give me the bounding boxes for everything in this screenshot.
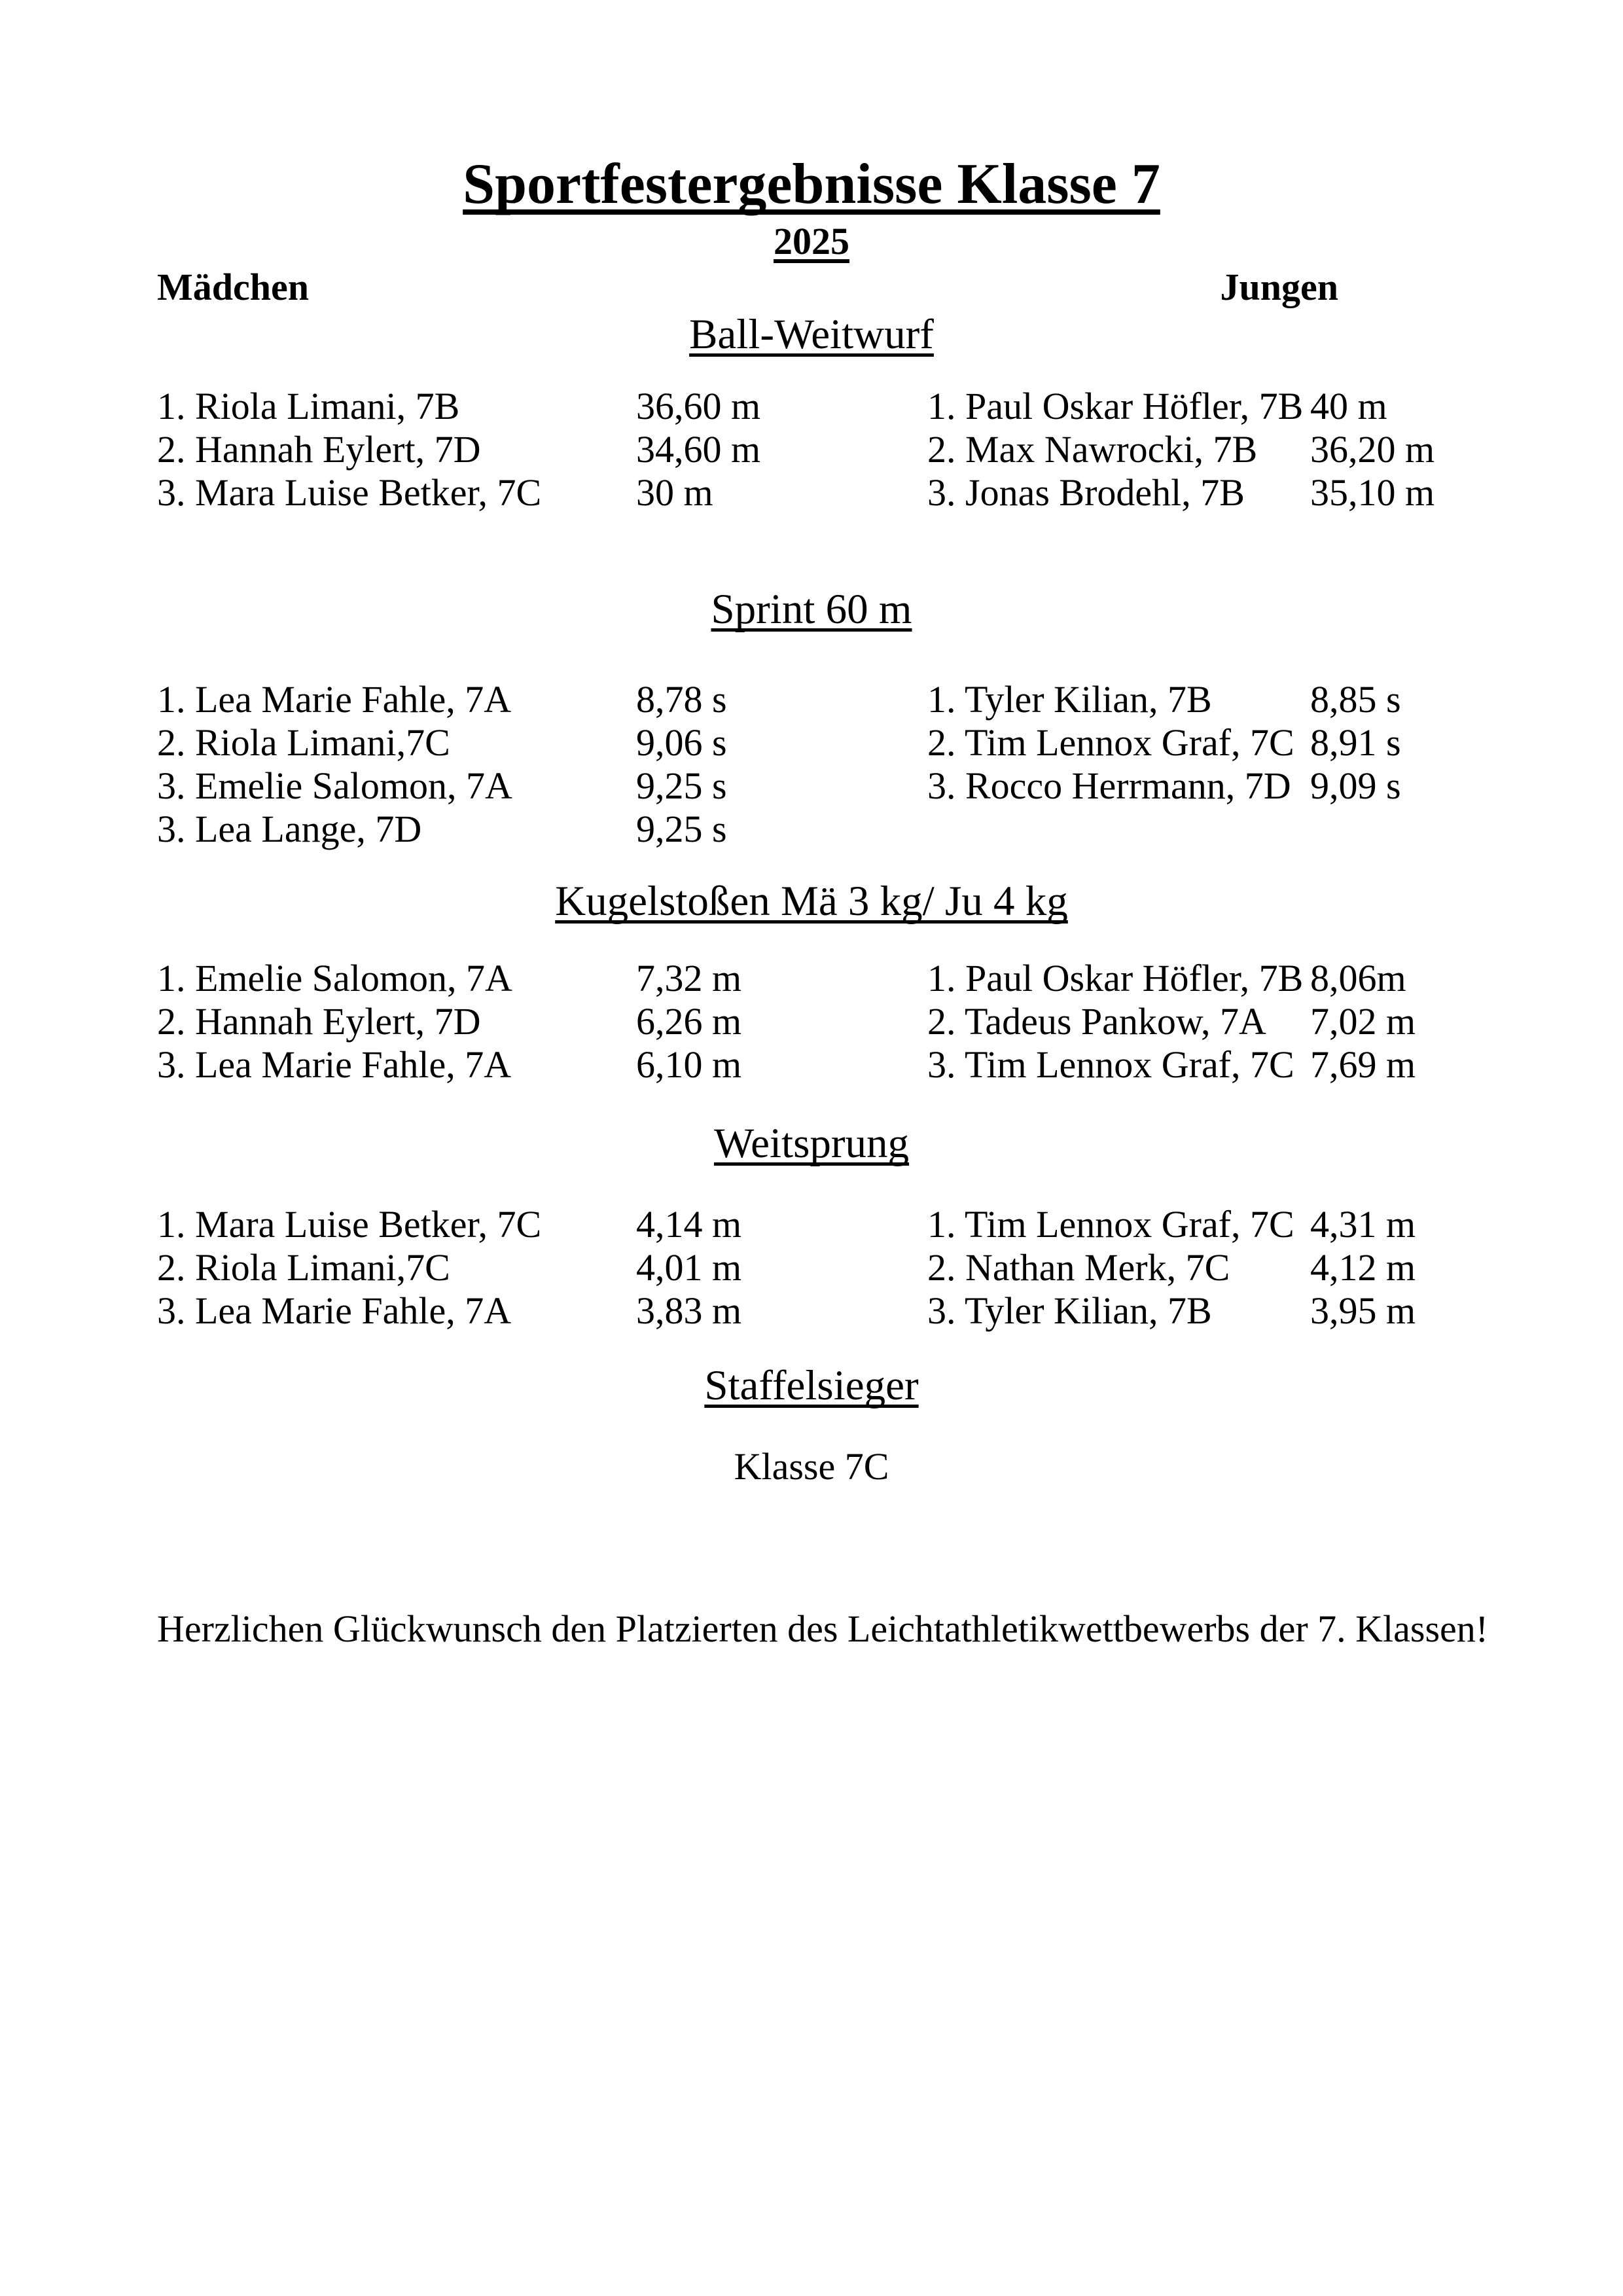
result-row-entry: 3. Tyler Kilian, 7B xyxy=(927,1289,1212,1332)
section-heading-staffelsieger: Staffelsieger xyxy=(704,1362,919,1409)
result-row-value: 6,10 m xyxy=(636,1043,742,1086)
section-rows-kugelstossen xyxy=(157,957,1466,1086)
result-row-value: 9,06 s xyxy=(636,721,727,764)
result-row-entry: 1. Riola Limani, 7B xyxy=(157,385,460,427)
result-row-value: 3,83 m xyxy=(636,1289,742,1332)
page-title xyxy=(157,149,1466,220)
section-rows-ball-weitwurf xyxy=(157,385,1466,514)
result-row-value: 36,60 m xyxy=(636,385,761,427)
result-row-value: 9,09 s xyxy=(1310,764,1401,807)
result-row-entry: 2. Tadeus Pankow, 7A xyxy=(927,1000,1266,1043)
result-row-entry: 3. Lea Marie Fahle, 7A xyxy=(157,1289,512,1332)
result-row-value: 3,95 m xyxy=(1310,1289,1416,1332)
girls-entries-column xyxy=(157,678,512,851)
result-row-entry: 3. Emelie Salomon, 7A xyxy=(157,764,512,807)
result-row-value: 34,60 m xyxy=(636,428,761,471)
girls-entries-column xyxy=(157,957,512,1086)
section-rows-sprint xyxy=(157,678,1466,851)
boys-entries-column xyxy=(927,957,1303,1086)
result-row-value: 8,78 s xyxy=(636,678,727,721)
boys-results-column xyxy=(1310,957,1416,1086)
section-rows-weitsprung xyxy=(157,1203,1466,1333)
girls-column-label: Mädchen xyxy=(157,266,309,308)
result-row-value: 4,01 m xyxy=(636,1246,742,1289)
section-heading-weitsprung: Weitsprung xyxy=(713,1120,910,1167)
result-row-value: 7,69 m xyxy=(1310,1043,1416,1086)
result-row-entry: 3. Lea Lange, 7D xyxy=(157,808,422,850)
result-row-value: 40 m xyxy=(1310,385,1387,427)
girls-entries-column xyxy=(157,1203,541,1333)
result-row-entry: 2. Riola Limani,7C xyxy=(157,1246,450,1289)
year-subtitle xyxy=(157,220,1466,263)
boys-results-column xyxy=(1310,385,1435,514)
boys-entries-column xyxy=(927,385,1303,514)
section-heading-sprint: Sprint 60 m xyxy=(711,586,912,633)
girls-results-column xyxy=(636,1203,741,1333)
girls-results-column xyxy=(636,678,727,851)
result-row-entry: 3. Tim Lennox Graf, 7C xyxy=(927,1043,1294,1086)
result-row-value: 30 m xyxy=(636,471,713,514)
congratulations-text: Herzlichen Glückwunsch den Platzierten des Leichtathletikwettbewerbs der 7. Klassen! xyxy=(157,1607,1489,1650)
result-row-value: 8,91 s xyxy=(1310,721,1401,764)
result-row-entry: 2. Hannah Eylert, 7D xyxy=(157,428,481,471)
section-heading-kugelstossen: Kugelstoßen Mä 3 kg/ Ju 4 kg xyxy=(555,878,1068,925)
result-row-entry: 1. Emelie Salomon, 7A xyxy=(157,957,512,999)
result-row-value: 8,06m xyxy=(1310,957,1406,999)
result-row-value: 9,25 s xyxy=(636,808,727,850)
result-row-entry: 3. Lea Marie Fahle, 7A xyxy=(157,1043,512,1086)
result-row-entry: 1. Tim Lennox Graf, 7C xyxy=(927,1203,1294,1246)
girls-entries-column xyxy=(157,385,541,514)
girls-results-column xyxy=(636,385,760,514)
result-row-value: 4,12 m xyxy=(1310,1246,1416,1289)
result-row-entry: 3. Jonas Brodehl, 7B xyxy=(927,471,1245,514)
result-row-entry: 2. Max Nawrocki, 7B xyxy=(927,428,1258,471)
year-text: 2025 xyxy=(774,220,849,262)
result-row-entry: 3. Rocco Herrmann, 7D xyxy=(927,764,1291,807)
result-row-value: 36,20 m xyxy=(1310,428,1435,471)
boys-results-column xyxy=(1310,1203,1416,1333)
result-row-entry: 3. Mara Luise Betker, 7C xyxy=(157,471,542,514)
result-row-value: 7,32 m xyxy=(636,957,742,999)
boys-entries-column xyxy=(927,1203,1294,1333)
result-row-entry: 1. Paul Oskar Höfler, 7B xyxy=(927,385,1304,427)
result-row-entry: 2. Riola Limani,7C xyxy=(157,721,450,764)
result-row-entry: 1. Tyler Kilian, 7B xyxy=(927,678,1212,721)
section-heading-ball-weitwurf: Ball-Weitwurf xyxy=(689,311,934,358)
result-row-entry: 1. Mara Luise Betker, 7C xyxy=(157,1203,542,1246)
result-row-value: 9,25 s xyxy=(636,764,727,807)
result-row-entry: 1. Lea Marie Fahle, 7A xyxy=(157,678,512,721)
result-row-value: 35,10 m xyxy=(1310,471,1435,514)
result-row-value: 8,85 s xyxy=(1310,678,1401,721)
result-row-value: 7,02 m xyxy=(1310,1000,1416,1043)
result-row-value: 4,31 m xyxy=(1310,1203,1416,1246)
boys-entries-column xyxy=(927,678,1294,808)
result-row-entry: 2. Hannah Eylert, 7D xyxy=(157,1000,481,1043)
page-title-text: Sportfestergebnisse Klasse 7 xyxy=(463,152,1160,216)
result-row-entry: 1. Paul Oskar Höfler, 7B xyxy=(927,957,1304,999)
result-row-value: 6,26 m xyxy=(636,1000,742,1043)
column-labels-row xyxy=(157,266,1466,309)
boys-results-column xyxy=(1310,678,1401,808)
result-row-value: 4,14 m xyxy=(636,1203,742,1246)
result-row-entry: 2. Nathan Merk, 7C xyxy=(927,1246,1230,1289)
result-row-entry: 2. Tim Lennox Graf, 7C xyxy=(927,721,1294,764)
girls-results-column xyxy=(636,957,741,1086)
relay-winner: Klasse 7C xyxy=(734,1445,889,1488)
boys-column-label: Jungen xyxy=(1220,266,1338,308)
